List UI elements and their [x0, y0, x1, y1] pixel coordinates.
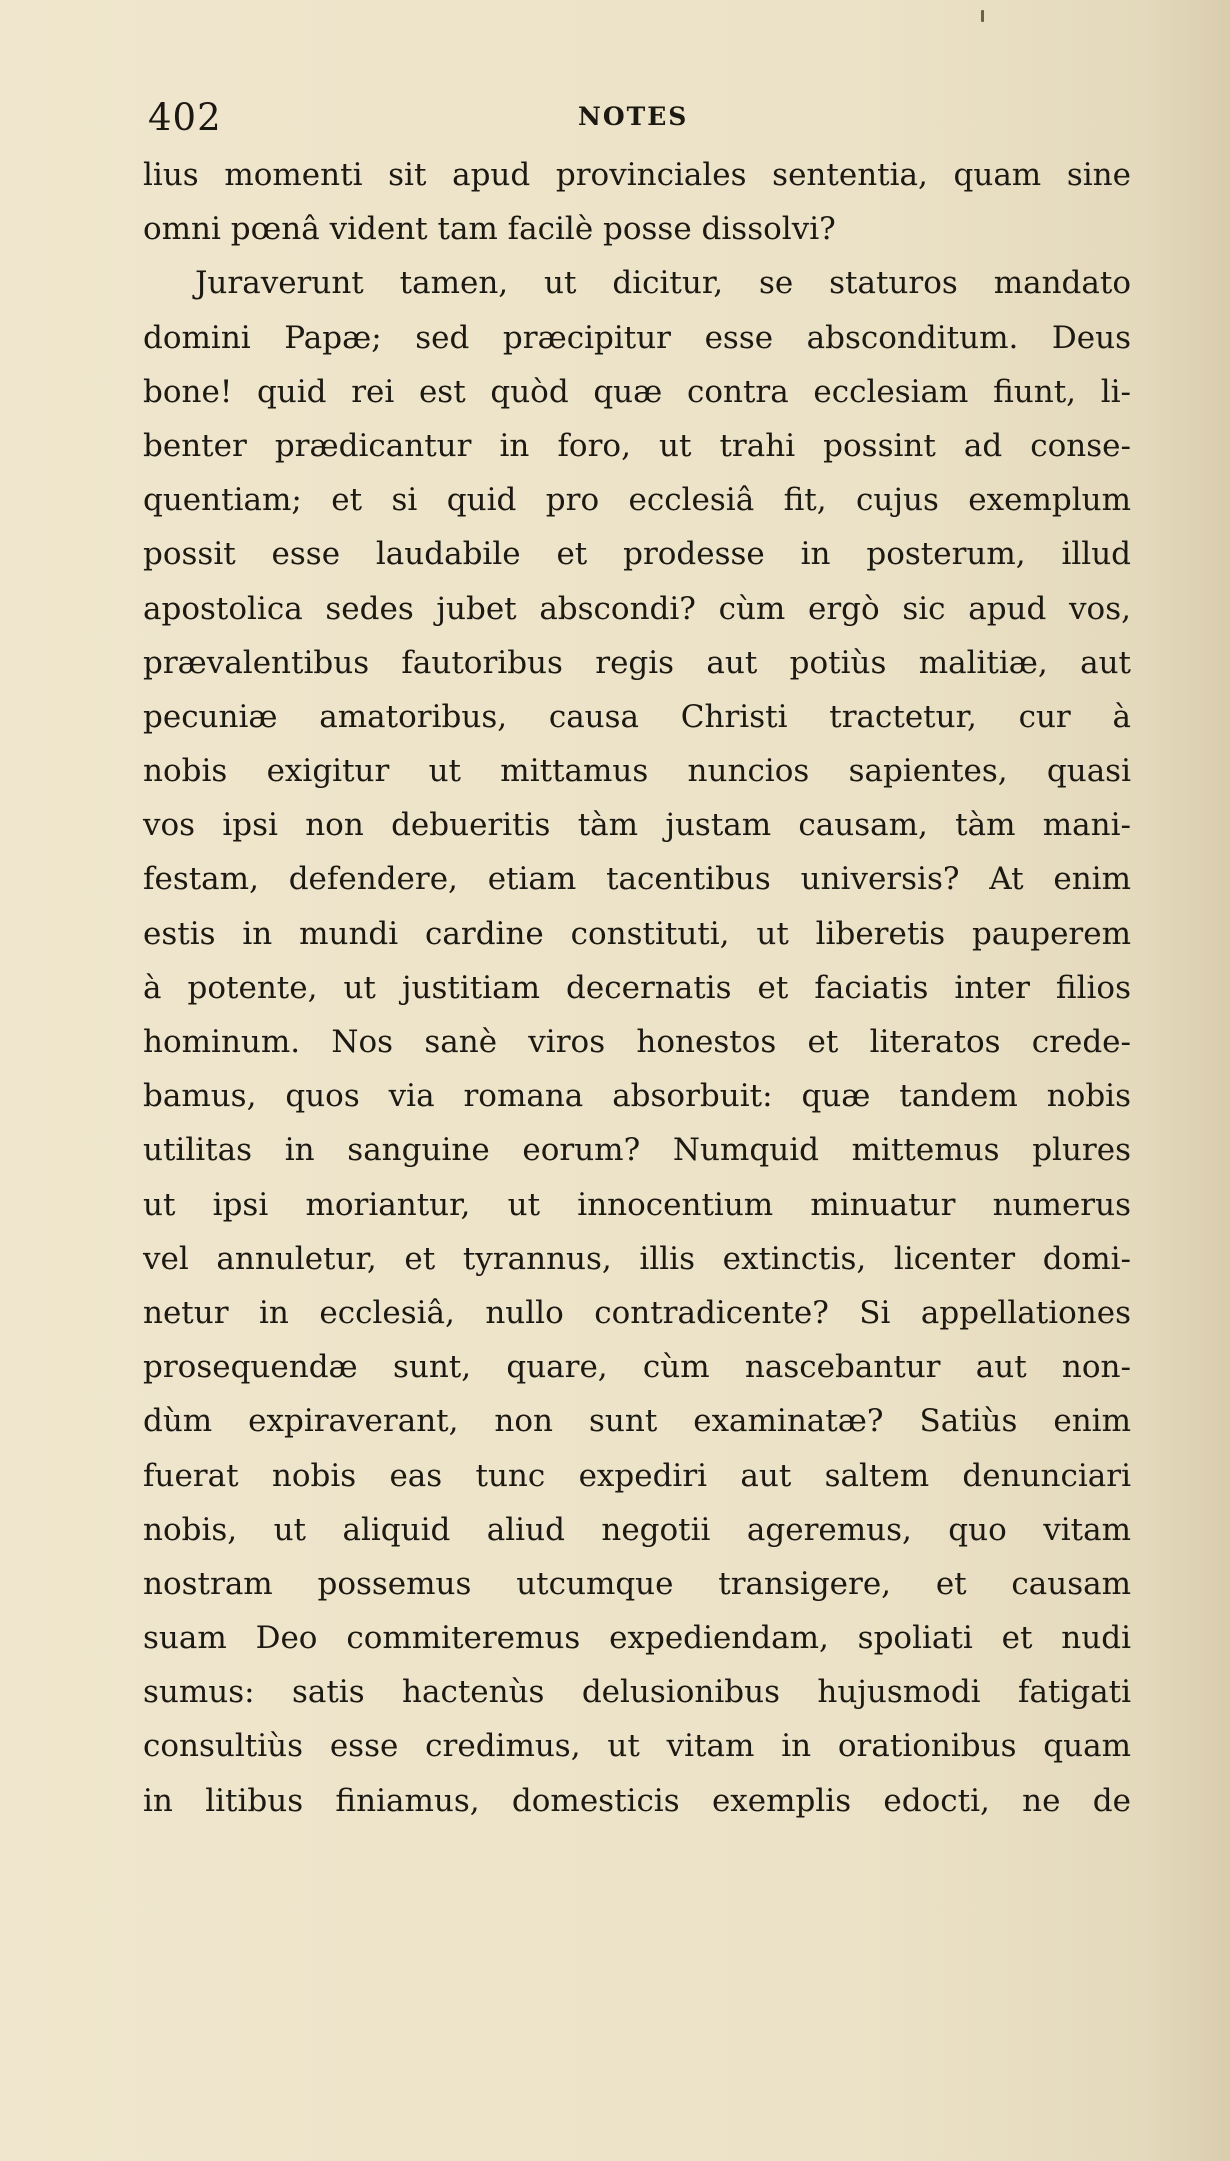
text-line: lius momenti sit apud provinciales sententia, quam sine: [143, 157, 1131, 193]
paper-speck: [981, 10, 984, 22]
page-number: 402: [148, 96, 222, 139]
text-line: suam Deo commiteremus expediendam, spoliati et nudi: [143, 1620, 1131, 1657]
text-line: festam, defendere, etiam tacentibus universis? At enim: [143, 861, 1131, 898]
text-line: vos ipsi non debueritis tàm justam causam, tàm mani-: [143, 807, 1131, 844]
text-line: estis in mundi cardine constituti, ut liberetis pauperem: [143, 915, 1131, 952]
text-line: hominum. Nos sanè viros honestos et literatos crede-: [143, 1024, 1131, 1060]
text-line: pecuniæ amatoribus, causa Christi tractetur, cur à: [143, 698, 1131, 735]
text-line: sumus: satis hactenùs delusionibus hujusmodi fatigati: [143, 1674, 1131, 1711]
text-line: prosequendæ sunt, quare, cùm nascebantur aut non-: [143, 1349, 1131, 1386]
text-line: fuerat nobis eas tunc expediri aut saltem denunciari: [143, 1457, 1131, 1494]
text-line: vel annuletur, et tyrannus, illis extinctis, licenter domi-: [143, 1240, 1131, 1277]
running-head: NOTES: [578, 102, 689, 131]
text-line: nostram possemus utcumque transigere, et causam: [143, 1565, 1131, 1602]
text-line: in litibus finiamus, domesticis exemplis edocti, ne de: [143, 1782, 1131, 1819]
page-header: [148, 96, 1108, 138]
text-line: omni pœnâ vident tam facilè posse dissolvi?: [143, 211, 836, 248]
text-line: consultiùs esse credimus, ut vitam in orationibus quam: [143, 1728, 1131, 1765]
text-line: domini Papæ; sed præcipitur esse absconditum. Deus: [143, 319, 1131, 356]
text-line: possit esse laudabile et prodesse in posterum, illud: [143, 536, 1131, 573]
text-line: ut ipsi moriantur, ut innocentium minuatur numerus: [143, 1186, 1131, 1223]
text-line: prævalentibus fautoribus regis aut potiùs malitiæ, aut: [143, 644, 1131, 681]
text-line: à potente, ut justitiam decernatis et faciatis inter filios: [143, 969, 1131, 1006]
text-line: apostolica sedes jubet abscondi? cùm ergò sic apud vos,: [143, 590, 1131, 627]
text-line: bamus, quos via romana absorbuit: quæ tandem nobis: [143, 1078, 1131, 1115]
paragraph-start-line: Juraverunt tamen, ut dicitur, se staturos mandato: [195, 265, 1131, 302]
body-text: [143, 148, 1131, 1828]
text-line: utilitas in sanguine eorum? Numquid mittemus plures: [143, 1132, 1131, 1169]
text-line: nobis exigitur ut mittamus nuncios sapientes, quasi: [143, 753, 1131, 790]
text-line: dùm expiraverant, non sunt examinatæ? Satiùs enim: [143, 1403, 1131, 1440]
text-line: benter prædicantur in foro, ut trahi possint ad conse-: [143, 427, 1131, 464]
text-line: netur in ecclesiâ, nullo contradicente? Si appellationes: [143, 1294, 1131, 1331]
text-line: quentiam; et si quid pro ecclesiâ fit, cujus exemplum: [143, 482, 1131, 519]
text-line: bone! quid rei est quòd quæ contra ecclesiam fiunt, li-: [143, 373, 1131, 410]
text-line: nobis, ut aliquid aliud negotii ageremus, quo vitam: [143, 1511, 1131, 1548]
